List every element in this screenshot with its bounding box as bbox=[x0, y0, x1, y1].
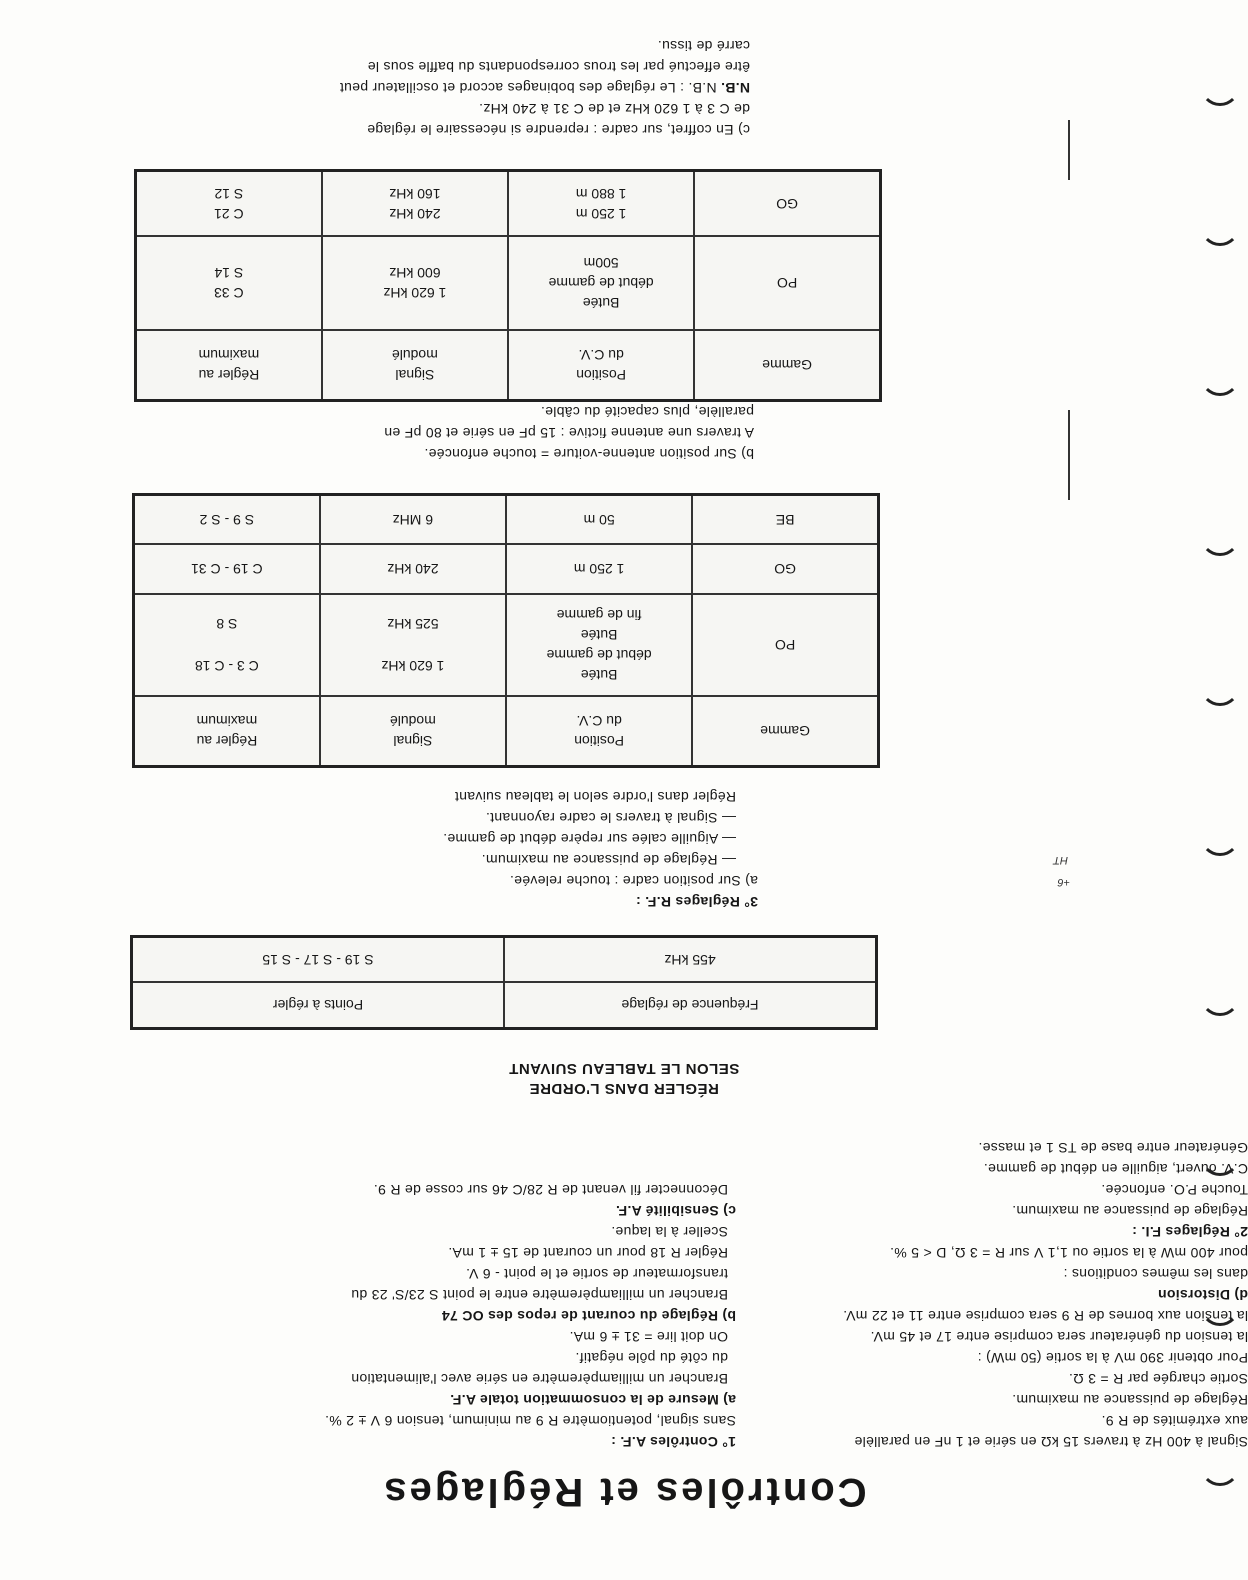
cell-line: 525 kHz bbox=[387, 616, 439, 633]
table-header bbox=[320, 697, 506, 767]
af-measurements-column bbox=[748, 1137, 1248, 1452]
table-cell bbox=[320, 595, 506, 697]
header-line: maximum bbox=[198, 347, 260, 364]
text-line: Régler R 18 pour un courant de 15 ± 1 mA. bbox=[448, 1245, 728, 1261]
rf-cadre-table bbox=[132, 493, 880, 768]
subsection-heading: d) Distorsion bbox=[1157, 1287, 1248, 1303]
section-heading-fi: 2° Réglages F.I. : bbox=[1131, 1224, 1248, 1240]
text-line: aux extrémités de R 9. bbox=[1101, 1413, 1248, 1429]
table-cell bbox=[506, 595, 692, 697]
table-header bbox=[322, 331, 508, 401]
table-cell: 6 MHz bbox=[320, 495, 506, 545]
table-cell: PO bbox=[692, 595, 878, 697]
text-line: Réglage de puissance au maximum. bbox=[1011, 1203, 1248, 1219]
table-cell: C 19 - C 31 bbox=[134, 545, 320, 595]
cell-line: S 12 bbox=[214, 185, 244, 202]
cell-line: 1 880 m bbox=[575, 185, 627, 202]
text-line: pour 400 mW à la sortie ou 1,1 V sur R = 3 Ω, D < 5 %. bbox=[889, 1245, 1248, 1261]
rf-antenna-table bbox=[134, 169, 882, 402]
text-line: être effectué par les trous correspondants du baffle sous le bbox=[367, 59, 750, 75]
schematic-line bbox=[1068, 410, 1070, 500]
cell-line: C 33 bbox=[214, 285, 244, 302]
binder-ring-icon bbox=[1208, 1308, 1248, 1330]
table-cell: PO bbox=[694, 237, 880, 331]
text-line: Régler dans l'ordre selon le tableau suivant bbox=[454, 789, 736, 805]
text-line: Déconnecter fil venant de R 28/C 46 sur cosse de R 9. bbox=[373, 1182, 728, 1198]
binder-ring-icon bbox=[1208, 228, 1248, 250]
cell-line: début de gamme bbox=[546, 647, 652, 664]
text-line: C.V. ouvert, aiguille en début de gamme. bbox=[983, 1161, 1248, 1177]
table-header: Points à régler bbox=[132, 983, 505, 1029]
header-line: maximum bbox=[196, 713, 258, 730]
note-label: N.B. bbox=[720, 80, 750, 96]
text-line: Pour obtenir 390 mV à la sortie (50 mW) : bbox=[977, 1350, 1248, 1366]
header-line: Régler au bbox=[198, 367, 260, 384]
cell-line: 160 kHz bbox=[389, 185, 441, 202]
margin-mark: HT bbox=[1053, 854, 1068, 866]
table-cell: GO bbox=[692, 545, 878, 595]
binder-ring-icon bbox=[1208, 998, 1248, 1020]
table-row bbox=[136, 331, 881, 401]
text-line: Brancher un milliampèremètre entre le point S 23/S' 23 du bbox=[351, 1287, 728, 1303]
text-line: transformateur de sortie et le point - 6 V. bbox=[465, 1266, 728, 1282]
text-line: Touche P.O. enfoncée. bbox=[1101, 1182, 1248, 1198]
text-line: Générateur entre base de TS 1 et masse. bbox=[978, 1140, 1248, 1156]
table-row bbox=[136, 171, 881, 237]
subsection-heading: a) Mesure de la consommation totale A.F. bbox=[449, 1392, 736, 1408]
text-line: Sceller à la laque. bbox=[611, 1224, 728, 1240]
cell-line: Butée bbox=[580, 667, 618, 684]
text-line: Brancher un milliampèremètre en série avec l'alimentation bbox=[351, 1371, 728, 1387]
cell-line: 240 kHz bbox=[389, 205, 441, 222]
table-header: Gamme bbox=[694, 331, 880, 401]
text-line: Signal à 400 Hz à travers 15 kΩ en série et 1 nF en parallèle bbox=[854, 1434, 1248, 1450]
text-line: dans les mêmes conditions : bbox=[1063, 1266, 1248, 1282]
binder-ring-icon bbox=[1208, 1158, 1248, 1180]
rf-section-b bbox=[384, 401, 754, 464]
table-row bbox=[136, 237, 881, 331]
fi-table-heading bbox=[0, 1058, 1248, 1098]
cell-line: 600 kHz bbox=[389, 265, 441, 282]
header-line: Régler au bbox=[196, 733, 258, 750]
section-heading-af: 1° Contrôles A.F. : bbox=[610, 1434, 736, 1450]
cell-line: 1 250 m bbox=[575, 205, 627, 222]
header-line: Signal bbox=[395, 367, 435, 384]
table-row bbox=[134, 495, 879, 545]
table-row bbox=[132, 937, 877, 983]
table-row bbox=[132, 983, 877, 1029]
table-cell bbox=[322, 171, 508, 237]
text-line: — Signal à travers le cadre rayonnant. bbox=[485, 810, 736, 826]
fi-heading-line-2: SELON LE TABLEAU SUIVANT bbox=[508, 1060, 740, 1077]
table-header bbox=[506, 697, 692, 767]
text-line: Sortie chargée par R = 3 Ω. bbox=[1068, 1371, 1248, 1387]
binder-ring-icon bbox=[1208, 538, 1248, 560]
text-line: carré de tissu. bbox=[657, 38, 750, 54]
cell-line: 1 620 kHz bbox=[383, 285, 447, 302]
subsection-heading: c) Sensibilité A.F. bbox=[615, 1203, 736, 1219]
table-header bbox=[134, 697, 320, 767]
text-line: parallèle, plus capacité du câble. bbox=[540, 404, 754, 420]
table-cell: 240 kHz bbox=[320, 545, 506, 595]
text-line: On doit lire = 31 ± 6 mA. bbox=[569, 1329, 728, 1345]
cell-line: C 3 - C 18 bbox=[194, 658, 259, 675]
fi-table bbox=[130, 935, 878, 1030]
text-line: a) Sur position cadre : touche relevée. bbox=[509, 873, 758, 889]
table-row bbox=[134, 595, 879, 697]
table-row bbox=[134, 545, 879, 595]
table-cell bbox=[508, 237, 694, 331]
schematic-line bbox=[1068, 120, 1070, 180]
table-header bbox=[508, 331, 694, 401]
rf-section-c bbox=[340, 35, 750, 140]
note-text: N.B. : Le réglage des bobinages accord et oscillateur peut bbox=[339, 80, 717, 96]
table-cell bbox=[136, 171, 322, 237]
text-line: du côté du pôle négatif. bbox=[575, 1350, 728, 1366]
table-row bbox=[134, 697, 879, 767]
table-cell: 50 m bbox=[506, 495, 692, 545]
cell-line: S 8 bbox=[216, 616, 238, 633]
table-cell bbox=[322, 237, 508, 331]
table-cell: 1 250 m bbox=[506, 545, 692, 595]
table-header: Fréquence de réglage bbox=[504, 983, 877, 1029]
text-line: la tension aux bornes de R 9 sera comprise entre 11 et 22 mV. bbox=[842, 1308, 1248, 1324]
cell-line: fin de gamme bbox=[556, 607, 642, 624]
cell-line: Butée bbox=[580, 627, 618, 644]
text-line: de C 3 à 1 620 kHz et de C 31 à 240 kHz. bbox=[478, 101, 750, 117]
text-line: b) Sur position antenne-voiture = touche enfoncée. bbox=[424, 446, 754, 462]
header-line: du C.V. bbox=[576, 713, 622, 730]
cell-line: 500m bbox=[583, 255, 619, 272]
table-cell: 455 kHz bbox=[504, 937, 877, 983]
table-cell: BE bbox=[692, 495, 878, 545]
header-line: Signal bbox=[393, 733, 433, 750]
table-cell bbox=[136, 237, 322, 331]
binder-ring-icon bbox=[1208, 688, 1248, 710]
cell-line: C 21 bbox=[214, 205, 244, 222]
cell-line: Butée bbox=[582, 295, 620, 312]
table-cell: S 19 - S 17 - S 15 bbox=[132, 937, 505, 983]
header-line: Position bbox=[574, 733, 625, 750]
section-heading-rf: 3° Réglages R.F. : bbox=[635, 894, 758, 910]
binder-ring-icon bbox=[1208, 88, 1248, 110]
table-cell bbox=[508, 171, 694, 237]
page-title: Contrôles et Réglages bbox=[381, 1470, 867, 1514]
subsection-heading: b) Réglage du courant de repos des OC 74 bbox=[441, 1308, 736, 1324]
text-line: la tension du générateur sera comprise entre 17 et 45 mV. bbox=[870, 1329, 1248, 1345]
binder-ring-icon bbox=[1208, 378, 1248, 400]
cell-line: S 14 bbox=[214, 265, 244, 282]
margin-mark: +6 bbox=[1057, 876, 1070, 888]
text-line: — Réglage de puissance au maximum. bbox=[481, 852, 736, 868]
text-line: Réglage de puissance au maximum. bbox=[1011, 1392, 1248, 1408]
header-line: Position bbox=[576, 367, 627, 384]
table-header: Gamme bbox=[692, 697, 878, 767]
text-line: c) En coffret, sur cadre : reprendre si nécessaire le réglage bbox=[367, 122, 750, 138]
rf-section-a bbox=[443, 786, 758, 912]
binder-ring-icon bbox=[1208, 1468, 1248, 1490]
fi-heading-line-1: RÉGLER DANS L'ORDRE bbox=[529, 1080, 719, 1097]
text-line: — Aiguille calée sur repère début de gamme. bbox=[442, 831, 736, 847]
cell-line: début de gamme bbox=[548, 275, 654, 292]
text-line: A travers une antenne fictive : 15 pF en série et 80 pF en bbox=[384, 425, 754, 441]
header-line: modulé bbox=[391, 347, 438, 364]
binder-ring-icon bbox=[1208, 838, 1248, 860]
note-line bbox=[340, 77, 750, 98]
table-cell: GO bbox=[694, 171, 880, 237]
text-line: Sans signal, potentiomètre R 9 au minimum, tension 6 V ± 2 %. bbox=[324, 1413, 736, 1429]
table-cell bbox=[134, 595, 320, 697]
af-controls-column bbox=[0, 1179, 736, 1452]
table-header bbox=[136, 331, 322, 401]
header-line: du C.V. bbox=[578, 347, 624, 364]
table-cell: S 9 - S 2 bbox=[134, 495, 320, 545]
cell-line: 1 620 kHz bbox=[381, 658, 445, 675]
header-line: modulé bbox=[389, 713, 436, 730]
